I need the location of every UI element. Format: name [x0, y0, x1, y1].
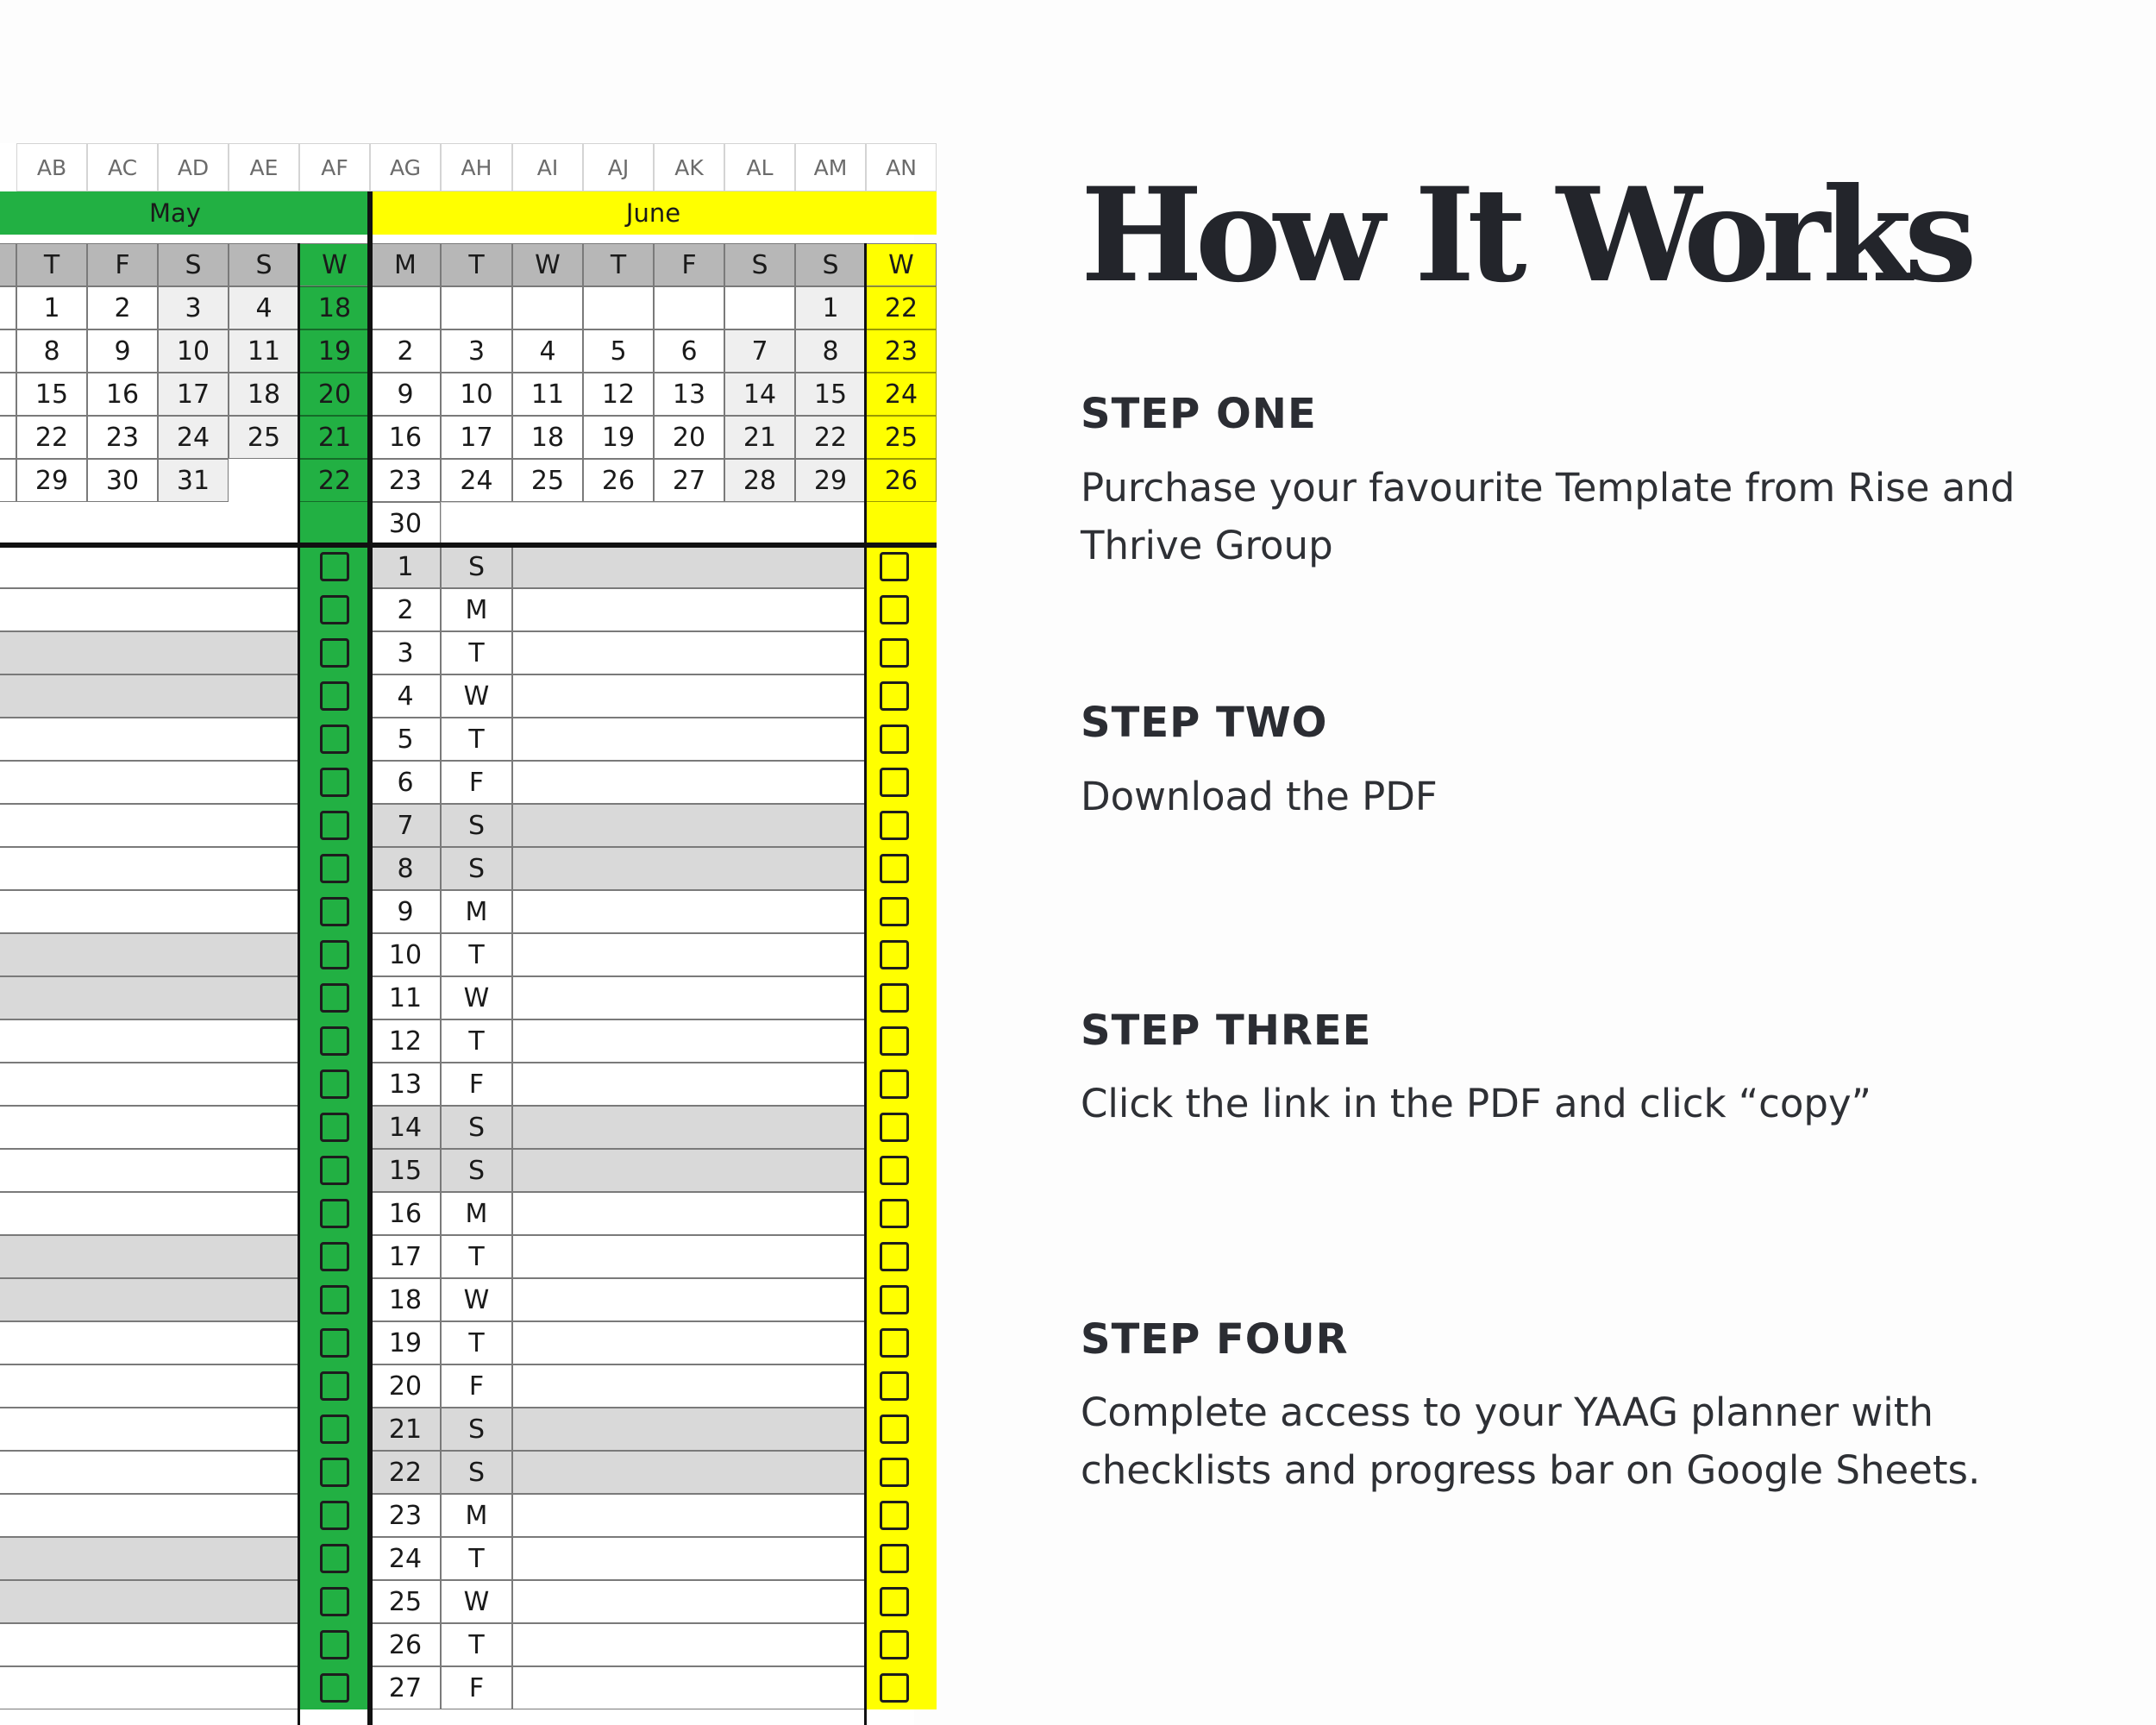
column-header-ab[interactable]: AB — [16, 143, 87, 191]
day-number-cell: 20 — [370, 1364, 441, 1408]
june-task-cell[interactable] — [512, 1623, 866, 1666]
june-task-cell[interactable] — [512, 1494, 866, 1537]
weekday-header-cell: M — [370, 243, 441, 286]
calendar-day-cell: 18 — [229, 373, 299, 416]
column-divider — [864, 243, 867, 1725]
june-task-cell[interactable] — [512, 847, 866, 890]
day-number-cell: 5 — [370, 718, 441, 761]
june-task-cell[interactable] — [512, 1364, 866, 1408]
may-task-cell[interactable] — [0, 1451, 299, 1494]
june-task-checkbox[interactable] — [880, 1199, 909, 1228]
day-weekday-cell: S — [441, 847, 512, 890]
may-task-checkbox[interactable] — [320, 1501, 349, 1530]
calendar-day-cell: 21 — [724, 416, 795, 459]
day-weekday-cell: T — [441, 631, 512, 674]
may-task-checkbox[interactable] — [320, 638, 349, 668]
june-task-checkbox[interactable] — [880, 1285, 909, 1314]
calendar-day-cell: 17 — [158, 373, 229, 416]
may-task-cell[interactable] — [0, 631, 299, 674]
day-number-cell: 15 — [370, 1149, 441, 1192]
may-task-checkbox[interactable] — [320, 595, 349, 624]
page-title: How It Works — [1081, 160, 1970, 311]
june-task-cell[interactable] — [512, 1063, 866, 1106]
day-weekday-cell: W — [441, 976, 512, 1019]
june-task-checkbox[interactable] — [880, 1414, 909, 1444]
weekday-header-cell: S — [724, 243, 795, 286]
day-number-cell: 8 — [370, 847, 441, 890]
calendar-day-cell: 3 — [158, 286, 229, 329]
may-task-cell[interactable] — [0, 674, 299, 718]
week-number-cell: 24 — [866, 373, 937, 416]
day-weekday-cell: F — [441, 1063, 512, 1106]
day-weekday-cell: S — [441, 1451, 512, 1494]
june-task-cell[interactable] — [512, 1537, 866, 1580]
may-task-cell[interactable] — [0, 1537, 299, 1580]
calendar-day-cell — [724, 286, 795, 329]
may-task-cell[interactable] — [0, 1019, 299, 1063]
june-task-cell[interactable] — [512, 588, 866, 631]
may-task-checkbox[interactable] — [320, 1328, 349, 1358]
day-weekday-cell: T — [441, 718, 512, 761]
june-task-checkbox[interactable] — [880, 1501, 909, 1530]
june-task-checkbox[interactable] — [880, 1156, 909, 1185]
june-task-checkbox[interactable] — [880, 724, 909, 754]
spreadsheet-screenshot — [0, 143, 918, 1725]
may-task-cell[interactable] — [0, 1321, 299, 1364]
june-task-cell[interactable] — [512, 1149, 866, 1192]
may-task-checkbox[interactable] — [320, 854, 349, 883]
calendar-day-cell: 17 — [441, 416, 512, 459]
calendar-day-cell: 6 — [654, 329, 724, 373]
calendar-day-cell: 16 — [370, 416, 441, 459]
day-weekday-cell: S — [441, 1408, 512, 1451]
may-task-cell[interactable] — [0, 1364, 299, 1408]
may-task-cell[interactable] — [0, 1192, 299, 1235]
column-header-ae[interactable]: AE — [229, 143, 299, 191]
day-number-cell: 1 — [370, 545, 441, 588]
calendar-day-cell: 23 — [87, 416, 158, 459]
step-four-title: STEP FOUR — [1081, 1315, 1349, 1364]
calendar-day-cell: 11 — [229, 329, 299, 373]
june-task-checkbox[interactable] — [880, 1544, 909, 1573]
june-task-cell[interactable] — [512, 890, 866, 933]
day-number-cell: 16 — [370, 1192, 441, 1235]
june-task-checkbox[interactable] — [880, 638, 909, 668]
day-number-cell: 19 — [370, 1321, 441, 1364]
step-one-title: STEP ONE — [1081, 390, 1317, 438]
week-number-cell: 18 — [299, 286, 370, 329]
week-number-cell: 26 — [866, 459, 937, 502]
june-task-checkbox[interactable] — [880, 1673, 909, 1703]
day-number-cell: 18 — [370, 1278, 441, 1321]
june-task-checkbox[interactable] — [880, 1630, 909, 1659]
may-task-checkbox[interactable] — [320, 552, 349, 581]
calendar-day-cell: 1 — [16, 286, 87, 329]
calendar-day-cell: 9 — [87, 329, 158, 373]
step-one-text: Purchase your favourite Template from Rise and Thrive Group — [1081, 465, 2015, 568]
day-number-cell: 25 — [370, 1580, 441, 1623]
day-weekday-cell: W — [441, 674, 512, 718]
column-header-ag[interactable]: AG — [370, 143, 441, 191]
june-task-checkbox[interactable] — [880, 1070, 909, 1099]
may-task-cell[interactable] — [0, 1149, 299, 1192]
may-task-checkbox[interactable] — [320, 983, 349, 1013]
weekday-header-cell: S — [158, 243, 229, 286]
day-weekday-cell: S — [441, 545, 512, 588]
june-task-cell[interactable] — [512, 761, 866, 804]
june-task-cell[interactable] — [512, 1451, 866, 1494]
day-number-cell: 4 — [370, 674, 441, 718]
may-task-cell[interactable] — [0, 1623, 299, 1666]
june-task-cell[interactable] — [512, 1278, 866, 1321]
day-number-cell: 7 — [370, 804, 441, 847]
june-task-cell[interactable] — [512, 933, 866, 976]
day-number-cell: 24 — [370, 1537, 441, 1580]
calendar-day-cell: 23 — [370, 459, 441, 502]
day-number-cell: 6 — [370, 761, 441, 804]
may-task-cell[interactable] — [0, 976, 299, 1019]
step-two-title: STEP TWO — [1081, 699, 1328, 747]
calendar-day-cell: 30 — [370, 502, 441, 545]
calendar-day-cell: 27 — [654, 459, 724, 502]
step-two-text: Download the PDF — [1081, 774, 1438, 819]
day-weekday-cell: S — [441, 804, 512, 847]
column-divider — [298, 243, 300, 1725]
day-weekday-cell: W — [441, 1278, 512, 1321]
june-task-cell[interactable] — [512, 1192, 866, 1235]
day-number-cell: 14 — [370, 1106, 441, 1149]
day-number-cell: 13 — [370, 1063, 441, 1106]
may-task-cell[interactable] — [0, 1278, 299, 1321]
may-task-cell[interactable] — [0, 804, 299, 847]
june-task-checkbox[interactable] — [880, 811, 909, 840]
may-task-cell[interactable] — [0, 933, 299, 976]
day-weekday-cell: T — [441, 1235, 512, 1278]
calendar-day-cell: 14 — [724, 373, 795, 416]
june-task-cell[interactable] — [512, 1321, 866, 1364]
day-number-cell: 21 — [370, 1408, 441, 1451]
calendar-day-cell: 4 — [229, 286, 299, 329]
weekday-header-cell: W — [512, 243, 583, 286]
may-task-checkbox[interactable] — [320, 1199, 349, 1228]
may-task-checkbox[interactable] — [320, 897, 349, 926]
weekday-header-cell: F — [654, 243, 724, 286]
june-task-checkbox[interactable] — [880, 1587, 909, 1616]
column-header-ah[interactable]: AH — [441, 143, 512, 191]
calendar-day-cell: 3 — [441, 329, 512, 373]
calendar-day-cell: 22 — [795, 416, 866, 459]
may-task-checkbox[interactable] — [320, 1070, 349, 1099]
may-task-checkbox[interactable] — [320, 1026, 349, 1056]
may-task-checkbox[interactable] — [320, 1242, 349, 1271]
june-task-checkbox[interactable] — [880, 1328, 909, 1358]
calendar-day-cell — [512, 286, 583, 329]
day-number-cell: 26 — [370, 1623, 441, 1666]
june-task-checkbox[interactable] — [880, 854, 909, 883]
day-number-cell: 27 — [370, 1666, 441, 1709]
day-number-cell: 3 — [370, 631, 441, 674]
day-weekday-cell: M — [441, 1494, 512, 1537]
day-number-cell: 10 — [370, 933, 441, 976]
month-divider — [367, 191, 373, 1725]
calendar-day-cell: 22 — [16, 416, 87, 459]
june-task-cell[interactable] — [512, 1106, 866, 1149]
column-header-af[interactable]: AF — [299, 143, 370, 191]
may-task-cell[interactable] — [0, 1666, 299, 1709]
column-header-al[interactable]: AL — [724, 143, 795, 191]
calendar-day-cell — [0, 459, 16, 502]
june-task-cell[interactable] — [512, 804, 866, 847]
calendar-day-cell: 16 — [87, 373, 158, 416]
day-weekday-cell: F — [441, 1364, 512, 1408]
day-weekday-cell: T — [441, 1623, 512, 1666]
day-number-cell: 9 — [370, 890, 441, 933]
may-task-cell[interactable] — [0, 847, 299, 890]
may-task-checkbox[interactable] — [320, 940, 349, 969]
week-number-header: W — [299, 243, 370, 286]
calendar-day-cell: 11 — [512, 373, 583, 416]
week-number-cell — [866, 502, 937, 545]
week-number-cell: 22 — [866, 286, 937, 329]
calendar-day-cell: 24 — [158, 416, 229, 459]
may-task-checkbox[interactable] — [320, 1414, 349, 1444]
june-task-cell[interactable] — [512, 1235, 866, 1278]
day-weekday-cell: M — [441, 890, 512, 933]
calendar-day-cell: 2 — [370, 329, 441, 373]
calendar-day-cell: 29 — [795, 459, 866, 502]
may-task-checkbox[interactable] — [320, 1285, 349, 1314]
calendar-day-cell: 10 — [158, 329, 229, 373]
calendar-day-cell — [654, 286, 724, 329]
day-number-cell: 23 — [370, 1494, 441, 1537]
june-task-checkbox[interactable] — [880, 681, 909, 711]
day-weekday-cell: M — [441, 1192, 512, 1235]
june-task-checkbox[interactable] — [880, 1458, 909, 1487]
month-header-may: May — [0, 191, 370, 235]
june-task-checkbox[interactable] — [880, 940, 909, 969]
day-weekday-cell: M — [441, 588, 512, 631]
step-three-text: Click the link in the PDF and click “copy” — [1081, 1081, 1871, 1126]
june-task-checkbox[interactable] — [880, 897, 909, 926]
weekday-header-cell: F — [87, 243, 158, 286]
may-task-checkbox[interactable] — [320, 768, 349, 797]
june-task-cell[interactable] — [512, 1019, 866, 1063]
may-task-checkbox[interactable] — [320, 1371, 349, 1401]
calendar-day-cell: 1 — [795, 286, 866, 329]
calendar-day-cell: 2 — [87, 286, 158, 329]
calendar-day-cell: 18 — [512, 416, 583, 459]
day-weekday-cell: S — [441, 1149, 512, 1192]
calendar-day-cell — [583, 286, 654, 329]
may-task-cell[interactable] — [0, 1063, 299, 1106]
weekday-header-cell: S — [795, 243, 866, 286]
weekday-header-cell: T — [16, 243, 87, 286]
calendar-day-cell: 29 — [16, 459, 87, 502]
may-task-cell[interactable] — [0, 718, 299, 761]
calendar-day-cell: 25 — [229, 416, 299, 459]
day-weekday-cell: F — [441, 1666, 512, 1709]
calendar-day-cell: 15 — [16, 373, 87, 416]
week-number-header: W — [866, 243, 937, 286]
calendar-day-cell — [441, 286, 512, 329]
day-number-cell: 22 — [370, 1451, 441, 1494]
week-number-cell — [299, 502, 370, 545]
calendar-day-cell: 28 — [724, 459, 795, 502]
weekday-header-cell: S — [229, 243, 299, 286]
calendar-day-cell: 12 — [583, 373, 654, 416]
calendar-day-cell: 4 — [512, 329, 583, 373]
day-weekday-cell: S — [441, 1106, 512, 1149]
may-task-cell[interactable] — [0, 588, 299, 631]
may-task-cell[interactable] — [0, 1235, 299, 1278]
week-number-cell: 23 — [866, 329, 937, 373]
june-task-checkbox[interactable] — [880, 768, 909, 797]
week-number-cell: 25 — [866, 416, 937, 459]
june-task-checkbox[interactable] — [880, 1371, 909, 1401]
calendar-day-cell: 25 — [512, 459, 583, 502]
calendar-day-cell — [0, 286, 16, 329]
may-task-checkbox[interactable] — [320, 1458, 349, 1487]
calendar-day-cell: 8 — [795, 329, 866, 373]
may-task-checkbox[interactable] — [320, 1673, 349, 1703]
column-header-ak[interactable]: AK — [654, 143, 724, 191]
may-task-checkbox[interactable] — [320, 1544, 349, 1573]
may-task-checkbox[interactable] — [320, 1587, 349, 1616]
may-task-cell[interactable] — [0, 1106, 299, 1149]
june-task-cell[interactable] — [512, 718, 866, 761]
june-task-cell[interactable] — [512, 976, 866, 1019]
calendar-day-cell: 5 — [583, 329, 654, 373]
week-number-cell: 22 — [299, 459, 370, 502]
empty-cell — [441, 502, 866, 545]
june-task-cell[interactable] — [512, 1580, 866, 1623]
calendar-day-cell: 8 — [16, 329, 87, 373]
may-task-cell[interactable] — [0, 1494, 299, 1537]
calendar-day-cell — [0, 329, 16, 373]
june-task-cell[interactable] — [512, 674, 866, 718]
calendar-day-cell: 9 — [370, 373, 441, 416]
calendar-day-cell — [0, 373, 16, 416]
weekday-header-cell — [0, 243, 16, 286]
may-task-checkbox[interactable] — [320, 681, 349, 711]
may-task-cell[interactable] — [0, 1580, 299, 1623]
calendar-day-cell: 19 — [583, 416, 654, 459]
may-task-checkbox[interactable] — [320, 811, 349, 840]
step-four-text: Complete access to your YAAG planner with checklists and progress bar on Google Sheets. — [1081, 1389, 1981, 1493]
section-divider — [0, 543, 937, 548]
june-task-cell[interactable] — [512, 1408, 866, 1451]
june-task-checkbox[interactable] — [880, 595, 909, 624]
calendar-day-cell: 30 — [87, 459, 158, 502]
day-number-cell: 12 — [370, 1019, 441, 1063]
day-weekday-cell: T — [441, 1537, 512, 1580]
day-number-cell: 2 — [370, 588, 441, 631]
may-task-cell[interactable] — [0, 545, 299, 588]
day-weekday-cell: T — [441, 933, 512, 976]
calendar-day-cell — [0, 416, 16, 459]
week-number-cell: 20 — [299, 373, 370, 416]
may-task-checkbox[interactable] — [320, 1156, 349, 1185]
calendar-day-cell: 26 — [583, 459, 654, 502]
column-header-am[interactable]: AM — [795, 143, 866, 191]
calendar-day-cell: 24 — [441, 459, 512, 502]
june-task-checkbox[interactable] — [880, 1026, 909, 1056]
june-task-checkbox[interactable] — [880, 1242, 909, 1271]
day-number-cell: 17 — [370, 1235, 441, 1278]
day-weekday-cell: T — [441, 1321, 512, 1364]
column-header-ai[interactable]: AI — [512, 143, 583, 191]
may-task-cell[interactable] — [0, 890, 299, 933]
june-task-cell[interactable] — [512, 1666, 866, 1709]
june-task-cell[interactable] — [512, 631, 866, 674]
day-weekday-cell: T — [441, 1019, 512, 1063]
june-task-checkbox[interactable] — [880, 1113, 909, 1142]
calendar-day-cell: 15 — [795, 373, 866, 416]
column-header-ac[interactable]: AC — [87, 143, 158, 191]
weekday-header-cell: T — [441, 243, 512, 286]
week-number-cell: 21 — [299, 416, 370, 459]
weekday-header-cell: T — [583, 243, 654, 286]
may-task-checkbox[interactable] — [320, 1630, 349, 1659]
day-weekday-cell: F — [441, 761, 512, 804]
calendar-day-cell: 7 — [724, 329, 795, 373]
calendar-day-cell: 10 — [441, 373, 512, 416]
day-weekday-cell: W — [441, 1580, 512, 1623]
week-number-cell: 19 — [299, 329, 370, 373]
may-task-cell[interactable] — [0, 761, 299, 804]
may-task-checkbox[interactable] — [320, 1113, 349, 1142]
june-task-checkbox[interactable] — [880, 983, 909, 1013]
june-task-checkbox[interactable] — [880, 552, 909, 581]
step-three-title: STEP THREE — [1081, 1007, 1372, 1055]
calendar-day-cell: 20 — [654, 416, 724, 459]
may-task-cell[interactable] — [0, 1408, 299, 1451]
calendar-day-cell — [370, 286, 441, 329]
day-number-cell: 11 — [370, 976, 441, 1019]
column-header-ad[interactable]: AD — [158, 143, 229, 191]
calendar-day-cell: 31 — [158, 459, 229, 502]
month-header-june: June — [370, 191, 937, 235]
may-task-checkbox[interactable] — [320, 724, 349, 754]
column-header-an[interactable]: AN — [866, 143, 937, 191]
calendar-day-cell: 13 — [654, 373, 724, 416]
june-task-cell[interactable] — [512, 545, 866, 588]
column-header-aj[interactable]: AJ — [583, 143, 654, 191]
